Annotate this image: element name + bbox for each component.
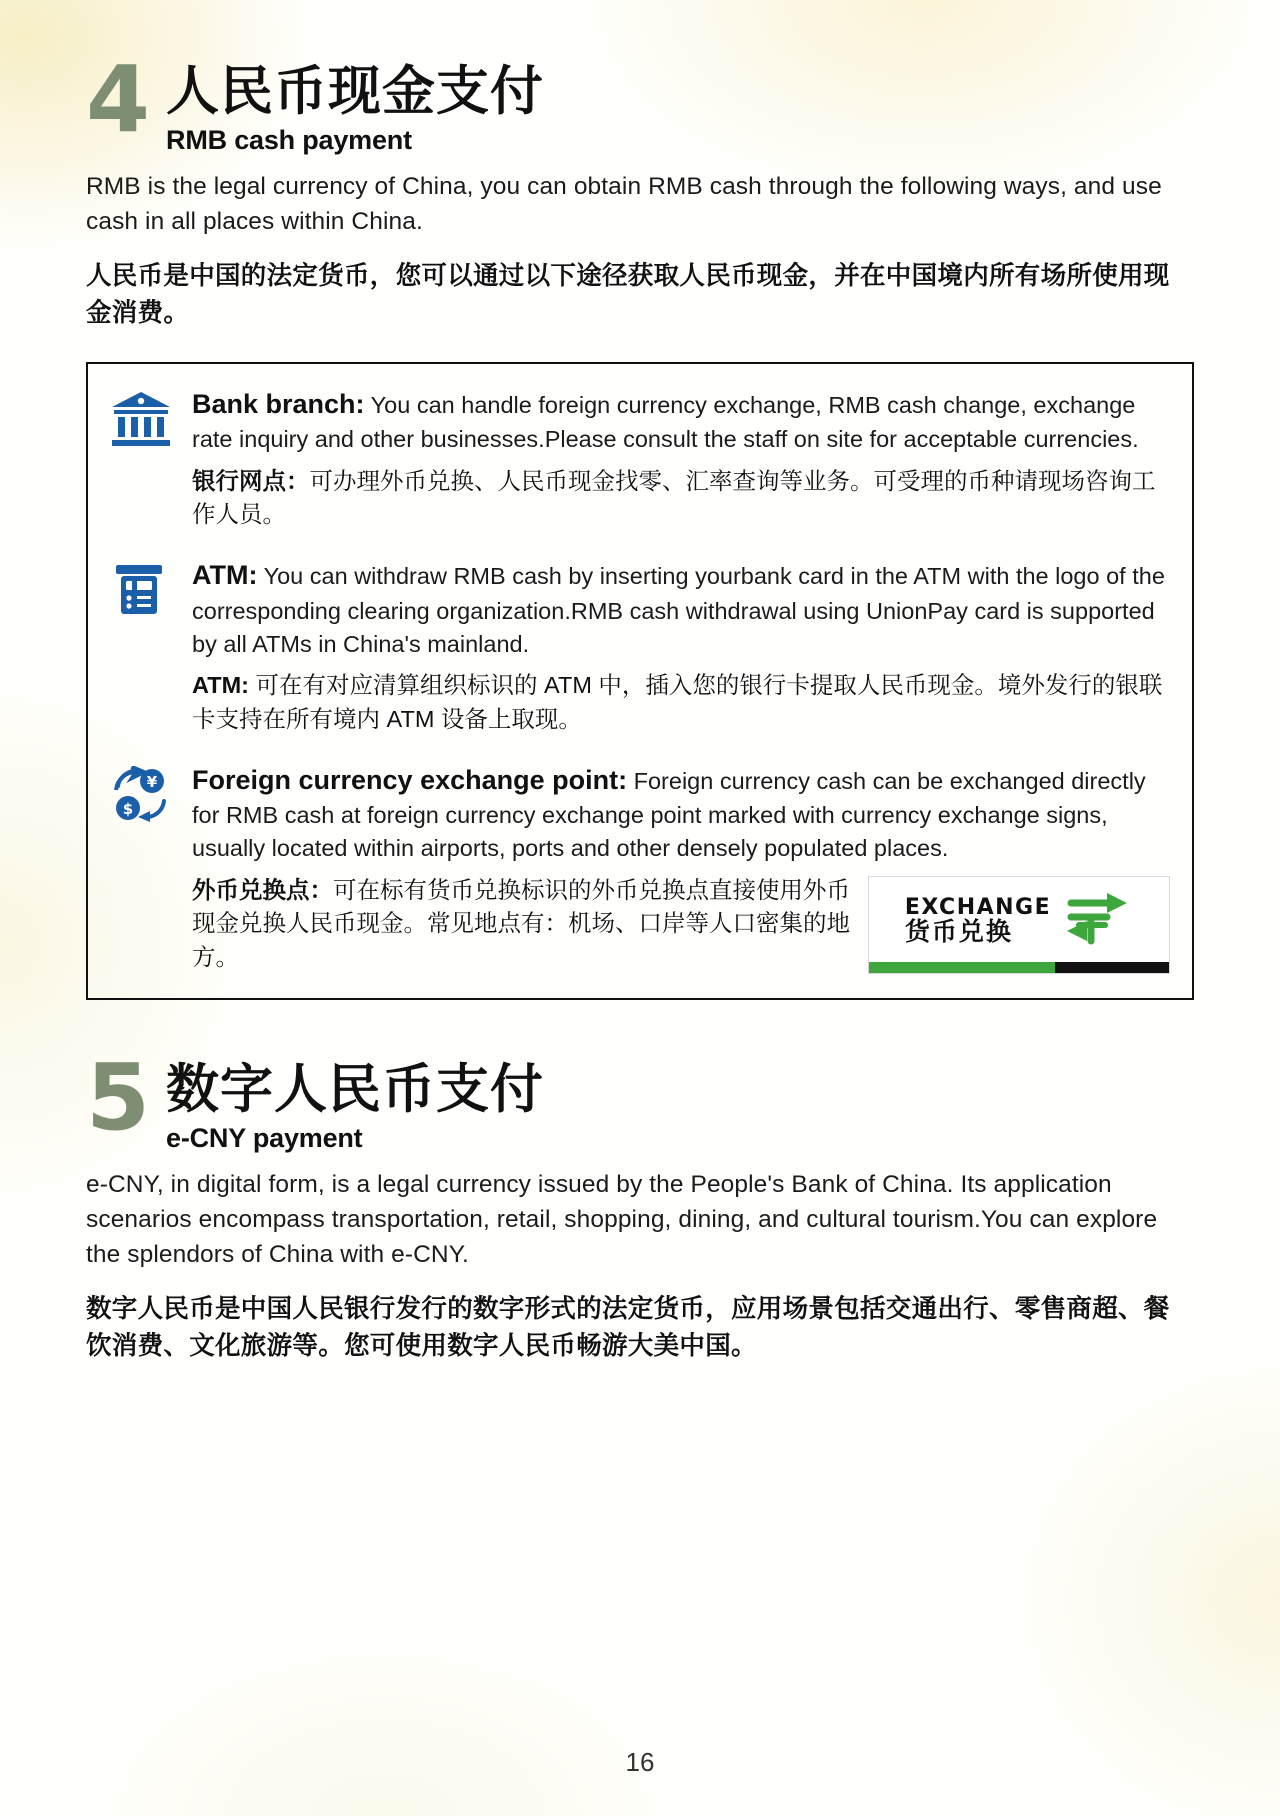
- list-item-body: [192, 386, 1170, 532]
- currency-exchange-sign: [868, 876, 1170, 974]
- list-item-desc-en: You can withdraw RMB cash by inserting yourbank card in the ATM with the logo of the corresponding clearing organization.RMB cash withdrawal using UnionPay card is supported by all ATMs in China's mainland.: [192, 563, 1165, 657]
- cash-methods-box: [86, 362, 1194, 1001]
- list-item: [110, 386, 1170, 532]
- currency-exchange-icon: [110, 762, 176, 829]
- section-title-group: [166, 1054, 544, 1154]
- list-item-text-cn: [192, 874, 1170, 974]
- list-item-body: [192, 557, 1170, 736]
- section-heading-4: [86, 46, 1194, 156]
- currency-exchange-sign-en: EXCHANGE: [904, 895, 1052, 921]
- list-item-cn-text-block: [192, 874, 854, 974]
- section-number: 4: [86, 46, 149, 153]
- section-spacer: [86, 1000, 1194, 1054]
- list-item-desc-cn: 可办理外币兑换、人民币现金找零、汇率查询等业务。可受理的币种请现场咨询工作人员。: [192, 467, 1156, 528]
- intro-paragraph-cn: 人民币是中国的法定货币，您可以通过以下途径获取人民币现金，并在中国境内所有场所使用现金消费。: [86, 261, 1170, 327]
- section-heading-5: [86, 1044, 1194, 1154]
- list-item-text-cn: [192, 465, 1170, 532]
- section-title-cn: 人民币现金支付: [166, 62, 545, 121]
- bar-black: [1055, 962, 1169, 973]
- list-item-body: [192, 762, 1170, 974]
- list-item-lead-en: ATM:: [192, 560, 258, 591]
- section-title-en: RMB cash payment: [166, 124, 412, 155]
- list-item-desc-en: You can handle foreign currency exchange, RMB cash change, exchange rate inquiry and other businesses.Please consult the staff on site for acceptable currencies.: [192, 391, 1139, 453]
- intro-paragraph-en: RMB is the legal currency of China, you can obtain RMB cash through the following ways, and use cash in all places within China.: [86, 173, 1162, 235]
- intro-paragraph-en: e-CNY, in digital form, is a legal currency issued by the People's Bank of China. Its application scenarios encompass transportation, retail, shopping, dining, and cultural tourism.You can explore the splendors of China with e-CNY.: [86, 1171, 1158, 1268]
- currency-exchange-sign-cn: 货币兑换: [904, 918, 1013, 947]
- section-title-en: e-CNY payment: [166, 1122, 363, 1153]
- atm-icon: [110, 557, 176, 624]
- page-number: 16: [625, 1747, 655, 1777]
- currency-exchange-symbol-icon: [1061, 889, 1133, 954]
- currency-exchange-sign-bars: [869, 962, 1169, 973]
- intro-paragraph-cn: 数字人民币是中国人民银行发行的数字形式的法定货币，应用场景包括交通出行、零售商超、餐饮消费、文化旅游等。您可使用数字人民币畅游大美中国。: [86, 1294, 1170, 1360]
- list-item-text-cn: [192, 669, 1170, 736]
- currency-exchange-sign-inner: [869, 877, 1169, 962]
- svg-text:¥: ¥: [146, 772, 158, 791]
- section-title-group: [166, 56, 544, 156]
- list-item-text-en: [192, 386, 1170, 456]
- section-title-cn: 数字人民币支付: [166, 1060, 545, 1120]
- bar-green: [869, 962, 1055, 973]
- list-item-lead-cn: 外币兑换点：: [192, 876, 333, 903]
- list-item-lead-cn: 银行网点：: [192, 467, 310, 494]
- currency-exchange-sign-words: [905, 897, 1051, 945]
- list-item-lead-en: Foreign currency exchange point:: [192, 764, 628, 795]
- list-item-lead-en: Bank branch:: [192, 388, 365, 419]
- list-item-lead-cn: ATM:: [192, 672, 256, 699]
- bank-icon: [110, 386, 176, 453]
- list-item: [110, 557, 1170, 736]
- section-number: 5: [86, 1044, 149, 1152]
- list-item-text-en: [192, 762, 1170, 865]
- list-item-desc-cn: 可在有对应清算组织标识的 ATM 中，插入您的银行卡提取人民币现金。境外发行的银联卡支持在所有境内 ATM 设备上取现。: [192, 672, 1163, 732]
- list-item: [110, 762, 1170, 974]
- list-item-desc-en: Foreign currency cash can be exchanged directly for RMB cash at foreign currency exchange point marked with currency exchange signs, usually located within airports, ports and other densely populated places.: [192, 767, 1146, 862]
- svg-text:$: $: [122, 799, 134, 818]
- list-item-text-en: [192, 557, 1170, 660]
- list-item-desc-cn: 可在标有货币兑换标识的外币兑换点直接使用外币现金兑换人民币现金。常见地点有：机场、口岸等人口密集的地方。: [192, 876, 850, 970]
